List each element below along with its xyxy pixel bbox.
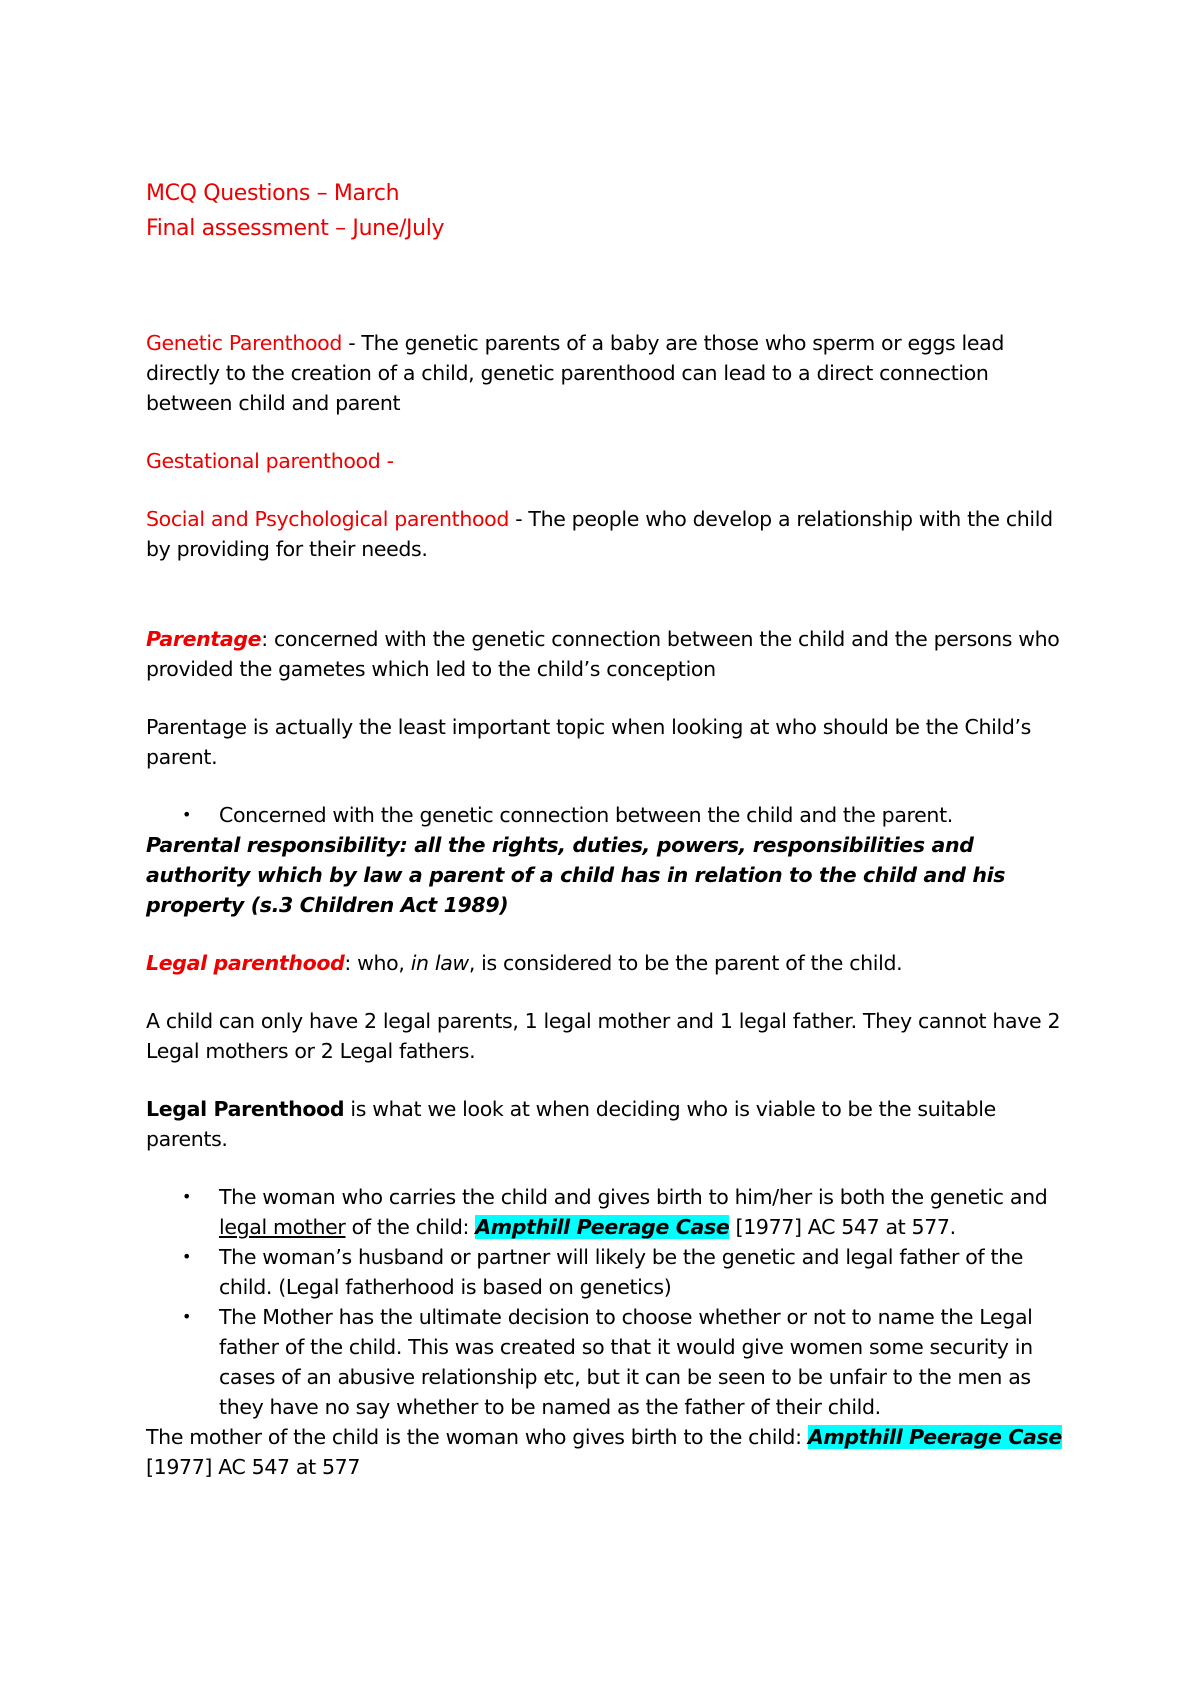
legal-parenthood-lead-text: is what we look at when deciding who is viable to be the suitable parents. (146, 1097, 996, 1151)
bullet-marker: • (182, 1187, 192, 1206)
parentage-bullet-text: Concerned with the genetic connection between the child and the parent. (219, 803, 953, 827)
ampthill-case-highlight: Ampthill Peerage Case (475, 1215, 730, 1239)
parentage-definition: : concerned with the genetic connection between the child and the persons who provided the gametes which led to the child’s conception (146, 627, 1060, 681)
list-item (146, 1302, 1066, 1422)
legal-parenthood-in-law: in law (410, 951, 469, 975)
bullet-1-citation: [1977] AC 547 at 577. (729, 1215, 956, 1239)
legal-parenthood-lead-paragraph (146, 1094, 1066, 1154)
legal-parenthood-paragraph (146, 948, 1066, 978)
mother-definition-paragraph (146, 1422, 1066, 1482)
two-legal-parents-paragraph: A child can only have 2 legal parents, 1 legal mother and 1 legal father. They cannot have 2 Legal mothers or 2 Legal fathers. (146, 1009, 1061, 1063)
parentage-note: Parentage is actually the least important topic when looking at who should be the Child’s parent. (146, 715, 1031, 769)
legal-parenthood-text-a: : who, (344, 951, 411, 975)
social-parenthood-paragraph (146, 504, 1066, 564)
genetic-parenthood-paragraph (146, 328, 1066, 418)
heading-mcq: MCQ Questions – March (146, 181, 400, 206)
list-item (146, 800, 1066, 830)
parentage-term: Parentage (146, 627, 262, 651)
gestational-parenthood-paragraph (146, 446, 1066, 476)
list-item (146, 1182, 1066, 1242)
genetic-parenthood-definition: - The genetic parents of a baby are those who sperm or eggs lead directly to the creation of a child, genetic parenthood can lead to a direct connection between child and parent (146, 331, 1005, 415)
social-parenthood-term: Social and Psychological parenthood (146, 507, 510, 531)
legal-parenthood-bullet-list (146, 1182, 1066, 1422)
bullet-1-text-a: The woman who carries the child and gives birth to him/her is both the genetic and (219, 1185, 1048, 1209)
legal-parenthood-lead-term: Legal Parenthood (146, 1097, 345, 1121)
parentage-paragraph (146, 624, 1066, 684)
parental-responsibility-paragraph: Parental responsibility: all the rights, duties, powers, responsibilities and authority which by law a parent of a child has in relation to the child and his property (s.3 Children Act 1989) (146, 833, 1006, 917)
document-body (146, 176, 1066, 1482)
gestational-parenthood-dash: - (380, 449, 394, 473)
legal-parenthood-term: Legal parenthood (146, 951, 345, 975)
ampthill-case-highlight-2: Ampthill Peerage Case (807, 1425, 1062, 1449)
bullet-2-text: The woman’s husband or partner will likely be the genetic and legal father of the child. (Legal fatherhood is based on genetics) (219, 1245, 1024, 1299)
heading-final-assessment: Final assessment – June/July (146, 216, 445, 241)
parentage-bullet-list (146, 800, 1066, 830)
bullet-marker: • (182, 805, 192, 824)
bullet-1-text-b: of the child: (345, 1215, 476, 1239)
mother-citation: [1977] AC 547 at 577 (146, 1455, 361, 1479)
legal-mother-underlined: legal mother (219, 1215, 346, 1239)
social-parenthood-definition: - The people who develop a relationship with the child by providing for their needs. (146, 507, 1053, 561)
bullet-marker: • (182, 1247, 192, 1266)
genetic-parenthood-term: Genetic Parenthood (146, 331, 343, 355)
mother-definition-text: The mother of the child is the woman who gives birth to the child: (146, 1425, 808, 1449)
gestational-parenthood-term: Gestational parenthood (146, 449, 381, 473)
list-item (146, 1242, 1066, 1302)
bullet-marker: • (182, 1307, 192, 1326)
legal-parenthood-text-c: , is considered to be the parent of the child. (468, 951, 903, 975)
document-heading (146, 176, 1066, 246)
bullet-3-text: The Mother has the ultimate decision to choose whether or not to name the Legal father of the child. This was created so that it would give women some security in cases of an abusive relationship etc, but it can be seen to be unfair to the men as they have no say whether to be named as the father of their child. (219, 1305, 1033, 1419)
